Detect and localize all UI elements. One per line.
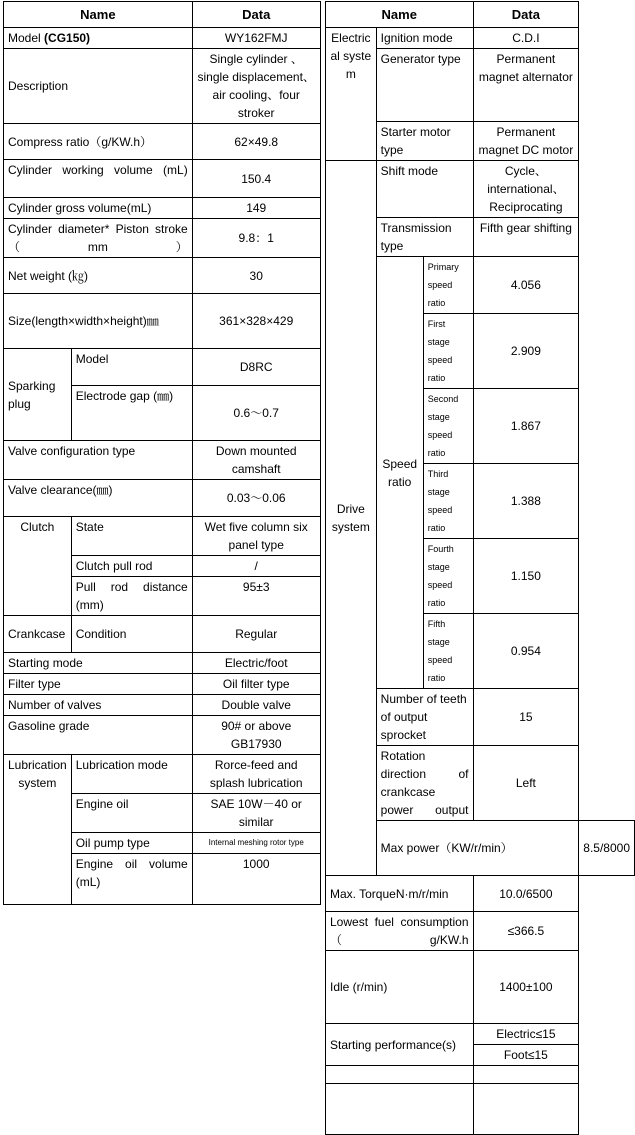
- oil-pump-data: Internal meshing rotor type: [192, 833, 320, 854]
- shift-mode-label: Shift mode: [376, 161, 473, 218]
- model-label-cell: [4, 28, 193, 49]
- max-torque-label: Max. TorqueN·m/r/min: [326, 876, 474, 912]
- data-header: Data: [192, 2, 320, 28]
- lub-mode-data: Rorce-feed and splash lubrication: [192, 755, 320, 794]
- compress-ratio-data: 62×49.8: [192, 124, 320, 160]
- electrode-gap-data: 0.6～0.7: [192, 386, 320, 441]
- sprocket-teeth-label: Number of teeth of output sprocket: [376, 689, 473, 746]
- empty-cell: [473, 1084, 579, 1135]
- clutch-pull-rod-label: Clutch pull rod: [71, 556, 192, 577]
- table-row: [326, 28, 635, 49]
- idle-label: Idle (r/min): [326, 951, 474, 1024]
- ignition-mode-label: Ignition mode: [376, 28, 473, 49]
- ratio-label: Second stage speed ratio: [423, 389, 473, 464]
- name-header: Name: [4, 2, 193, 28]
- ratio-label: Fifth stage speed ratio: [423, 614, 473, 689]
- cyl-working-volume-label: Cylinder working volume (mL): [4, 160, 193, 198]
- cyl-diameter-label: Cylinder diameter* Piston stroke（mm）: [4, 219, 193, 258]
- size-data: 361×328×429: [192, 294, 320, 349]
- max-power-label: Max power（KW/r/min）: [376, 821, 579, 876]
- clutch-pull-rod-data: /: [192, 556, 320, 577]
- starting-perf-label: Starting performance(s): [326, 1024, 474, 1066]
- table-header-row: [326, 2, 635, 28]
- net-weight-label: Net weight (㎏): [4, 258, 193, 294]
- table-row: [4, 349, 321, 386]
- gasoline-label: Gasoline grade: [4, 716, 193, 755]
- rotation-label: Rotation direction of crankcase power output: [376, 746, 473, 821]
- valves-data: Double valve: [192, 695, 320, 716]
- clutch-state-label: State: [71, 517, 192, 556]
- table-row: [4, 653, 321, 674]
- valve-clearance-data: 0.03～0.06: [192, 480, 320, 517]
- table-row: [326, 951, 635, 1024]
- lub-mode-label: Lubrication mode: [71, 755, 192, 794]
- idle-data: 1400±100: [473, 951, 579, 1024]
- ratio-label: Third stage speed ratio: [423, 464, 473, 539]
- transmission-label: Transmission type: [376, 218, 473, 257]
- starting-mode-label: Starting mode: [4, 653, 193, 674]
- empty-row: [326, 1084, 635, 1135]
- description-label: Description: [4, 49, 193, 124]
- clutch-state-data: Wet five column six panel type: [192, 517, 320, 556]
- empty-cell: [473, 1066, 579, 1084]
- crankcase-label: Crankcase: [4, 616, 72, 653]
- table-row: [4, 716, 321, 755]
- valve-clearance-label: Valve clearance(㎜): [4, 480, 193, 517]
- ratio-value: 1.150: [473, 539, 579, 614]
- table-row: [326, 161, 635, 218]
- ignition-mode-data: C.D.I: [473, 28, 579, 49]
- right-spec-table: [325, 1, 635, 1135]
- electrical-system-label: Electrical system: [326, 28, 377, 161]
- starting-foot-data: Foot≤15: [473, 1045, 579, 1066]
- engine-oil-label: Engine oil: [71, 794, 192, 833]
- cyl-gross-volume-data: 149: [192, 198, 320, 219]
- size-label: Size(length×width×height)㎜: [4, 294, 193, 349]
- fuel-consumption-data: ≤366.5: [473, 912, 579, 951]
- table-row: [4, 198, 321, 219]
- table-row: [4, 755, 321, 794]
- starter-motor-label: Starter motor type: [376, 122, 473, 161]
- generator-type-label: Generator type: [376, 49, 473, 122]
- model-label: Model: [8, 31, 41, 45]
- ratio-value: 1.388: [473, 464, 579, 539]
- shift-mode-data: Cycle、international、Reciprocating: [473, 161, 579, 218]
- table-row: [326, 876, 635, 912]
- generator-type-data: Permanent magnet alternator: [473, 49, 579, 122]
- table-row: [4, 124, 321, 160]
- table-row: [4, 441, 321, 480]
- clutch-label: Clutch: [4, 517, 72, 616]
- ratio-value: 2.909: [473, 314, 579, 389]
- ratio-label: First stage speed ratio: [423, 314, 473, 389]
- engine-oil-data: SAE 10W－40 or similar: [192, 794, 320, 833]
- table-row: [326, 912, 635, 951]
- filter-type-data: Oil filter type: [192, 674, 320, 695]
- empty-row: [326, 1066, 635, 1084]
- ratio-value: 4.056: [473, 257, 579, 314]
- crankcase-condition-label: Condition: [71, 616, 192, 653]
- engine-oil-volume-data: 1000: [192, 854, 320, 905]
- valve-config-data: Down mounted camshaft: [192, 441, 320, 480]
- empty-cell: [326, 1084, 474, 1135]
- starter-motor-data: Permanent magnet DC motor: [473, 122, 579, 161]
- ratio-value: 1.867: [473, 389, 579, 464]
- max-torque-data: 10.0/6500: [473, 876, 579, 912]
- model-value: (CG150): [44, 31, 91, 45]
- rotation-data: Left: [473, 746, 579, 821]
- spark-model-data: D8RC: [192, 349, 320, 386]
- cyl-gross-volume-label: Cylinder gross volume(mL): [4, 198, 193, 219]
- pull-rod-distance-data: 95±3: [192, 577, 320, 616]
- table-row: [4, 674, 321, 695]
- table-header-row: [4, 2, 321, 28]
- ratio-label: Fourth stage speed ratio: [423, 539, 473, 614]
- transmission-data: Fifth gear shifting: [473, 218, 579, 257]
- filter-type-label: Filter type: [4, 674, 193, 695]
- table-row: [4, 695, 321, 716]
- model-data: WY162FMJ: [192, 28, 320, 49]
- table-row: [4, 294, 321, 349]
- ratio-label: Primary speed ratio: [423, 257, 473, 314]
- description-data: Single cylinder 、single displacement、air cooling、four stroker: [192, 49, 320, 124]
- sparking-plug-label: Sparking plug: [4, 349, 72, 441]
- cyl-working-volume-data: 150.4: [192, 160, 320, 198]
- pull-rod-distance-label: Pull rod distance (mm): [71, 577, 192, 616]
- table-row: [4, 616, 321, 653]
- electrode-gap-label: Electrode gap (㎜): [71, 386, 192, 441]
- left-spec-table: [3, 1, 321, 905]
- empty-cell: [326, 1066, 474, 1084]
- sprocket-teeth-data: 15: [473, 689, 579, 746]
- data-header: Data: [473, 2, 579, 28]
- table-row: [4, 517, 321, 556]
- starting-mode-data: Electric/foot: [192, 653, 320, 674]
- table-row: [4, 219, 321, 258]
- max-power-data: 8.5/8000: [579, 821, 635, 876]
- spark-model-label: Model: [71, 349, 192, 386]
- crankcase-condition-data: Regular: [192, 616, 320, 653]
- engine-oil-volume-label: Engine oil volume (mL): [71, 854, 192, 905]
- table-row: [326, 1024, 635, 1045]
- net-weight-data: 30: [192, 258, 320, 294]
- valves-label: Number of valves: [4, 695, 193, 716]
- speed-ratio-label: Speed ratio: [376, 257, 423, 689]
- cyl-diameter-data: 9.8：1: [192, 219, 320, 258]
- ratio-value: 0.954: [473, 614, 579, 689]
- lubrication-system-label: Lubrication system: [4, 755, 72, 905]
- table-row: [4, 160, 321, 198]
- table-row: [4, 258, 321, 294]
- oil-pump-label: Oil pump type: [71, 833, 192, 854]
- table-row: [4, 28, 321, 49]
- drive-system-label: Drive system: [326, 161, 377, 876]
- fuel-consumption-label: Lowest fuel consumption（g/KW.h: [326, 912, 474, 951]
- gasoline-data: 90# or above GB17930: [192, 716, 320, 755]
- table-row: [4, 49, 321, 124]
- starting-electric-data: Electric≤15: [473, 1024, 579, 1045]
- valve-config-label: Valve configuration type: [4, 441, 193, 480]
- table-row: [4, 480, 321, 517]
- name-header: Name: [326, 2, 474, 28]
- compress-ratio-label: Compress ratio（g/KW.h）: [4, 124, 193, 160]
